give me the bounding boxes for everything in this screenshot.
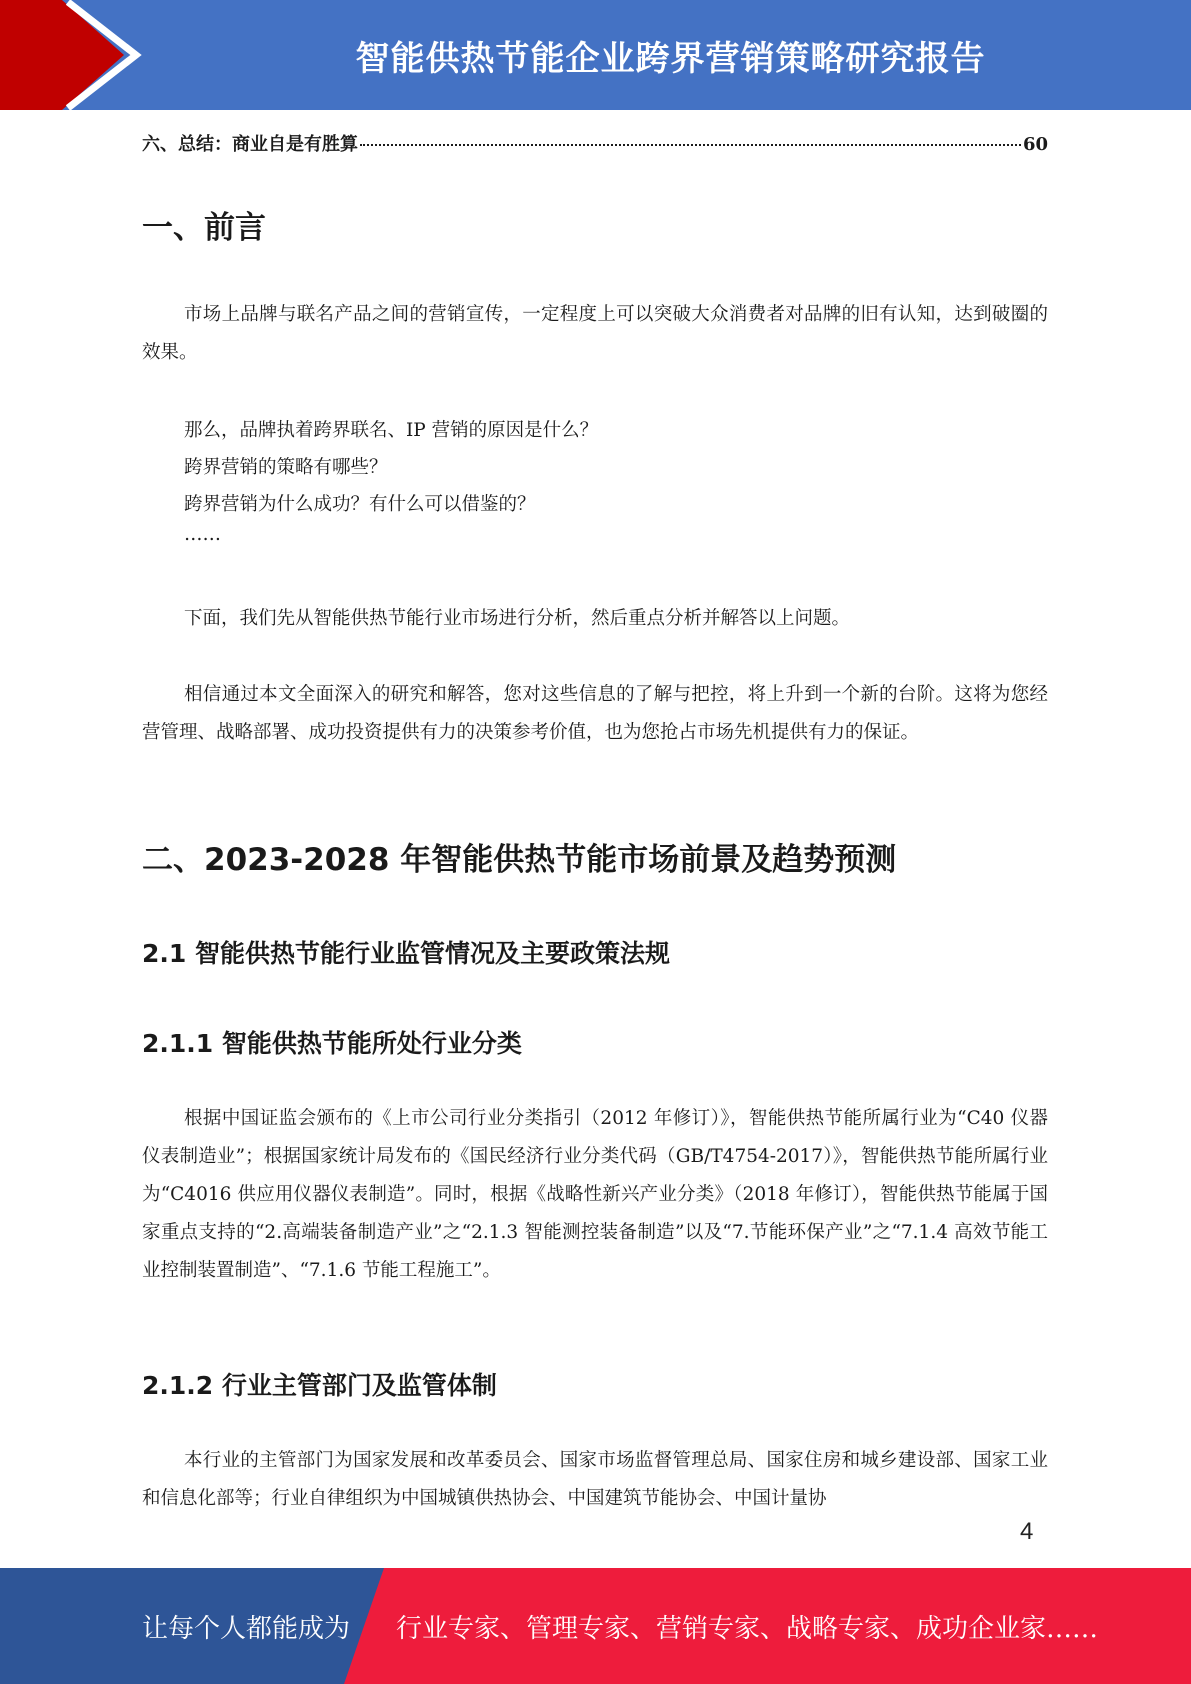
question-line-3: 跨界营销为什么成功？有什么可以借鉴的？ [184, 494, 536, 515]
toc-page-number: 60 [1022, 134, 1048, 155]
ellipsis-line: …… [184, 524, 221, 545]
toc-dot-leader [360, 144, 1021, 146]
section-2-1-2-heading: 2.1.2 行业主管部门及监管体制 [142, 1371, 497, 1400]
industry-classification-paragraph: 根据中国证监会颁布的《上市公司行业分类指引（2012 年修订）》，智能供热节能所属行业为“C40 仪器仪表制造业”；根据国家统计局发布的《国民经济行业分类代码（GB/T4754-2017）》，智能供热节能所属行业为“C4016 供应用仪器仪表制造”。同时，根据《战略性新兴产业分类》（2018 年修订），智能供热节能属于国家重点支持的“2.高端装备制造产业”之“2.1.3 智能测控装备制造”以及“7.节能环保产业”之“7.1.4 高效节能工业控制装置制造”、“7.1.6 节能工程施工”。 [142, 1108, 1048, 1281]
report-title: 智能供热节能企业跨界营销策略研究报告 [355, 38, 986, 79]
section-2-heading: 二、2023-2028 年智能供热节能市场前景及趋势预测 [142, 842, 897, 878]
toc-entry-label: 六、总结：商业自是有胜算 [142, 134, 358, 155]
regulators-paragraph: 本行业的主管部门为国家发展和改革委员会、国家市场监督管理总局、国家住房和城乡建设部、国家工业和信息化部等；行业自律组织为中国城镇供热协会、中国建筑节能协会、中国计量协 [142, 1450, 1048, 1509]
intro-paragraph: 市场上品牌与联名产品之间的营销宣传，一定程度上可以突破大众消费者对品牌的旧有认知，达到破圈的效果。 [142, 304, 1048, 363]
footer-slogan-right: 行业专家、管理专家、营销专家、战略专家、成功企业家…… [396, 1613, 1099, 1644]
page-header [0, 0, 1191, 110]
header-arrow-decoration [0, 0, 160, 110]
section-2-1-1-heading: 2.1.1 智能供热节能所处行业分类 [142, 1029, 522, 1058]
question-line-1: 那么，品牌执着跨界联名、IP 营销的原因是什么？ [184, 420, 599, 441]
toc-entry[interactable] [142, 130, 1048, 156]
footer-slogan-left: 让每个人都能成为 [142, 1613, 351, 1644]
value-paragraph: 相信通过本文全面深入的研究和解答，您对这些信息的了解与把控，将上升到一个新的台阶。这将为您经营管理、战略部署、成功投资提供有力的决策参考价值，也为您抢占市场先机提供有力的保证。 [142, 684, 1048, 743]
section-1-heading: 一、前言 [142, 210, 266, 246]
section-2-1-heading: 2.1 智能供热节能行业监管情况及主要政策法规 [142, 939, 670, 968]
page-footer [0, 1568, 1191, 1684]
page-number: 4 [1020, 1518, 1034, 1545]
question-line-2: 跨界营销的策略有哪些？ [184, 457, 388, 478]
analysis-paragraph: 下面，我们先从智能供热节能行业市场进行分析，然后重点分析并解答以上问题。 [184, 608, 851, 629]
